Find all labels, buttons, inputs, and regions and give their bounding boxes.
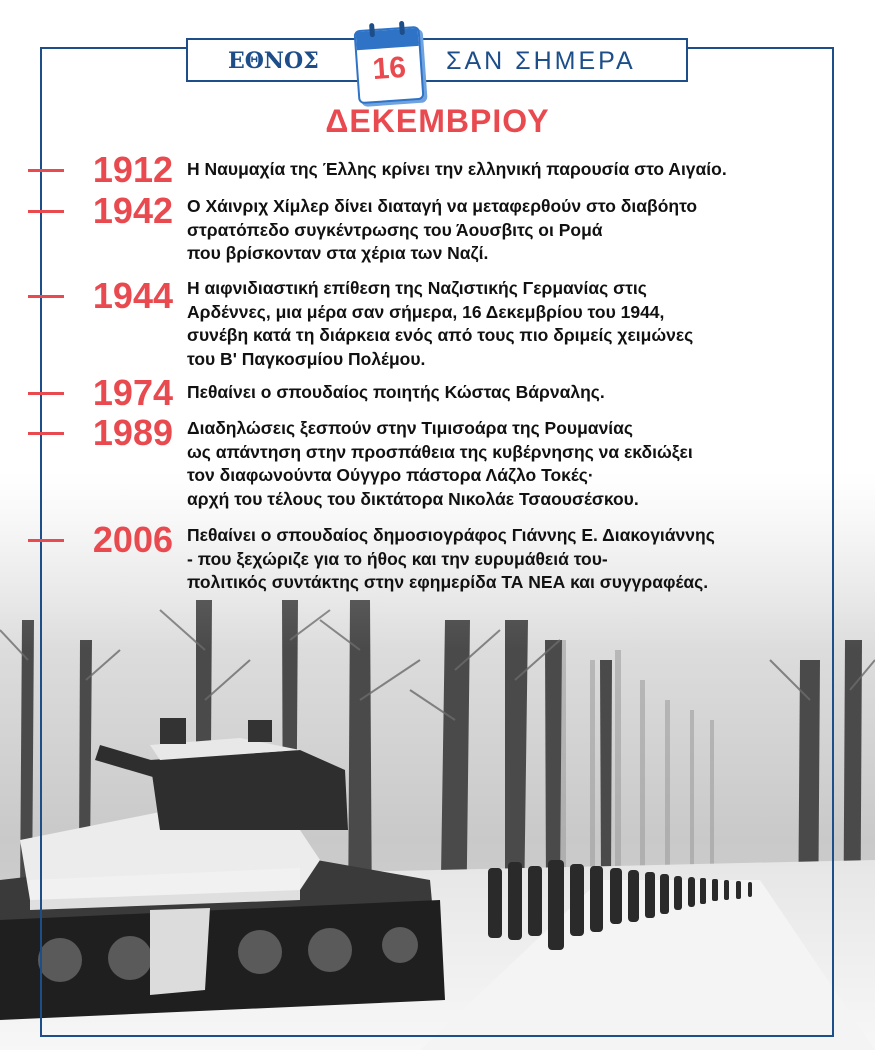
month-title: ΔΕΚΕΜΒΡΙΟΥ [325,103,550,139]
event-year: 1989 [92,412,173,453]
event-text: Ο Χάινριχ Χίμλερ δίνει διαταγή να μεταφερθούν στο διαβόητο στρατόπεδο συγκέντρωσης του Άουσβιτς οι Ρομά που βρίσκονταν στα χέρια των Ναζί. [187,196,698,263]
event-year: 1974 [92,372,173,413]
timeline-dash [28,392,64,395]
event-year: 1912 [92,149,173,190]
calendar-header [356,28,419,50]
event-text: Η Ναυμαχία της Έλλης κρίνει την ελληνική παρουσία στο Αιγαίο. [187,159,727,179]
header-title: ΣΑΝ ΣΗΜΕΡΑ [446,47,636,75]
timeline-dash [28,295,64,298]
timeline-dash [28,169,64,172]
event-text: Διαδηλώσεις ξεσπούν στην Τιμισοάρα της Ρουμανίας ως απάντηση στην προσπάθεια της κυβέρνησης να εκδιώξει τον διαφωνούντα Ούγγρο πάστορα Λάζλο Τοκές· αρχή του τέλους του δικτάτορα Νικολάε Τσαουσέσκου. [187,418,693,509]
brand-logo: ΕΘΝΟΣ [228,48,319,74]
event-year: 2006 [92,519,173,560]
event-text: Η αιφνιδιαστική επίθεση της Ναζιστικής Γερμανίας στις Αρδέννες, μια μέρα σαν σήμερα, 16 Δεκεμβρίου του 1944, συνέβη κατά τη διάρκεια ενός από τους πιο δριμείς χειμώνες του Β' Παγκοσμίου Πολέμου. [187,278,694,369]
timeline-dash [28,432,64,435]
timeline-dash [28,539,64,542]
calendar-ring [369,23,375,37]
event-text: Πεθαίνει ο σπουδαίος δημοσιογράφος Γιάννης Ε. Διακογιάννης - που ξεχώριζε για το ήθος και την ευρυμάθειά του- πολιτικός συντάκτης στην εφημερίδα ΤΑ ΝΕΑ και συγγραφέας. [187,525,715,592]
header-bar [186,38,688,82]
calendar-day: 16 [371,50,408,87]
event-year: 1942 [92,190,173,231]
calendar-ring [399,21,405,35]
calendar-icon [353,26,424,104]
event-year: 1944 [92,275,173,316]
timeline-dash [28,210,64,213]
event-text: Πεθαίνει ο σπουδαίος ποιητής Κώστας Βάρναλης. [187,382,605,402]
